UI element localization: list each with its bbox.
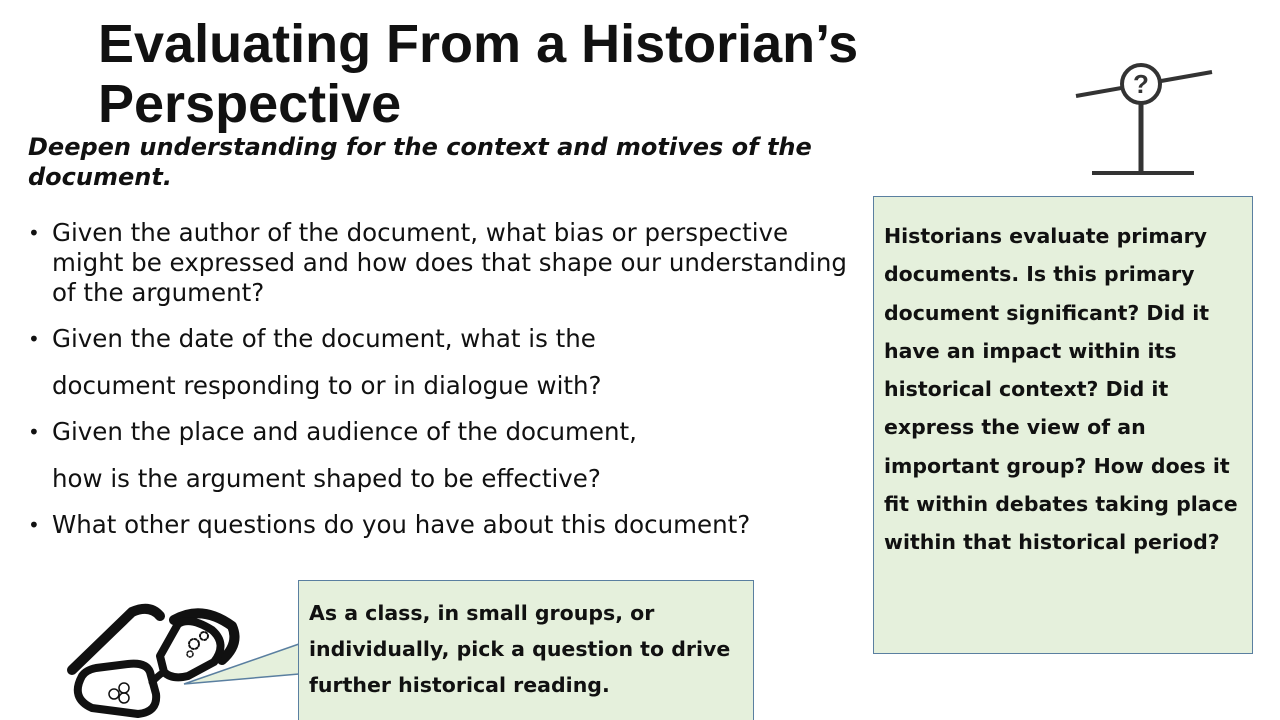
bullet-item	[28, 417, 848, 494]
slide-title	[98, 14, 998, 134]
balance-scale-question-icon	[1066, 52, 1216, 182]
title-line-1: Evaluating From a Historian’s	[98, 14, 859, 74]
subtitle: Deepen understanding for the context and motives of the document.	[28, 133, 812, 191]
bullet-continuation: how is the argument shaped to be effective?	[52, 464, 601, 493]
svg-text:?: ?	[1133, 69, 1149, 99]
bullet-text: What other questions do you have about this document?	[52, 510, 751, 539]
callout-bottom-text: As a class, in small groups, or individually, pick a question to drive further historical reading.	[309, 601, 731, 697]
bullet-text: Given the place and audience of the document,	[52, 417, 637, 446]
bullet-item	[28, 510, 848, 540]
bullet-item	[28, 218, 848, 308]
glasses-gears-icon	[62, 600, 242, 718]
bullet-dot: •	[28, 513, 40, 537]
class-activity-callout	[298, 580, 754, 720]
bullet-item	[28, 324, 848, 401]
bullet-continuation: document responding to or in dialogue with?	[52, 371, 602, 400]
title-line-2: Perspective	[98, 74, 402, 134]
historian-evaluation-callout	[873, 196, 1253, 654]
bullet-dot: •	[28, 327, 40, 351]
bullet-text: Given the date of the document, what is the	[52, 324, 596, 353]
bullet-dot: •	[28, 420, 40, 444]
bullet-text: Given the author of the document, what bias or perspective might be expressed and how does that shape our understanding of the argument?	[52, 218, 847, 307]
bullet-dot: •	[28, 221, 40, 245]
bullet-list	[28, 218, 848, 540]
callout-right-text: Historians evaluate primary documents. Is this primary document significant? Did it have an impact within its historical context? Did it express the view of an important group? How does it fit within debates taking place within that historical period?	[884, 224, 1238, 555]
